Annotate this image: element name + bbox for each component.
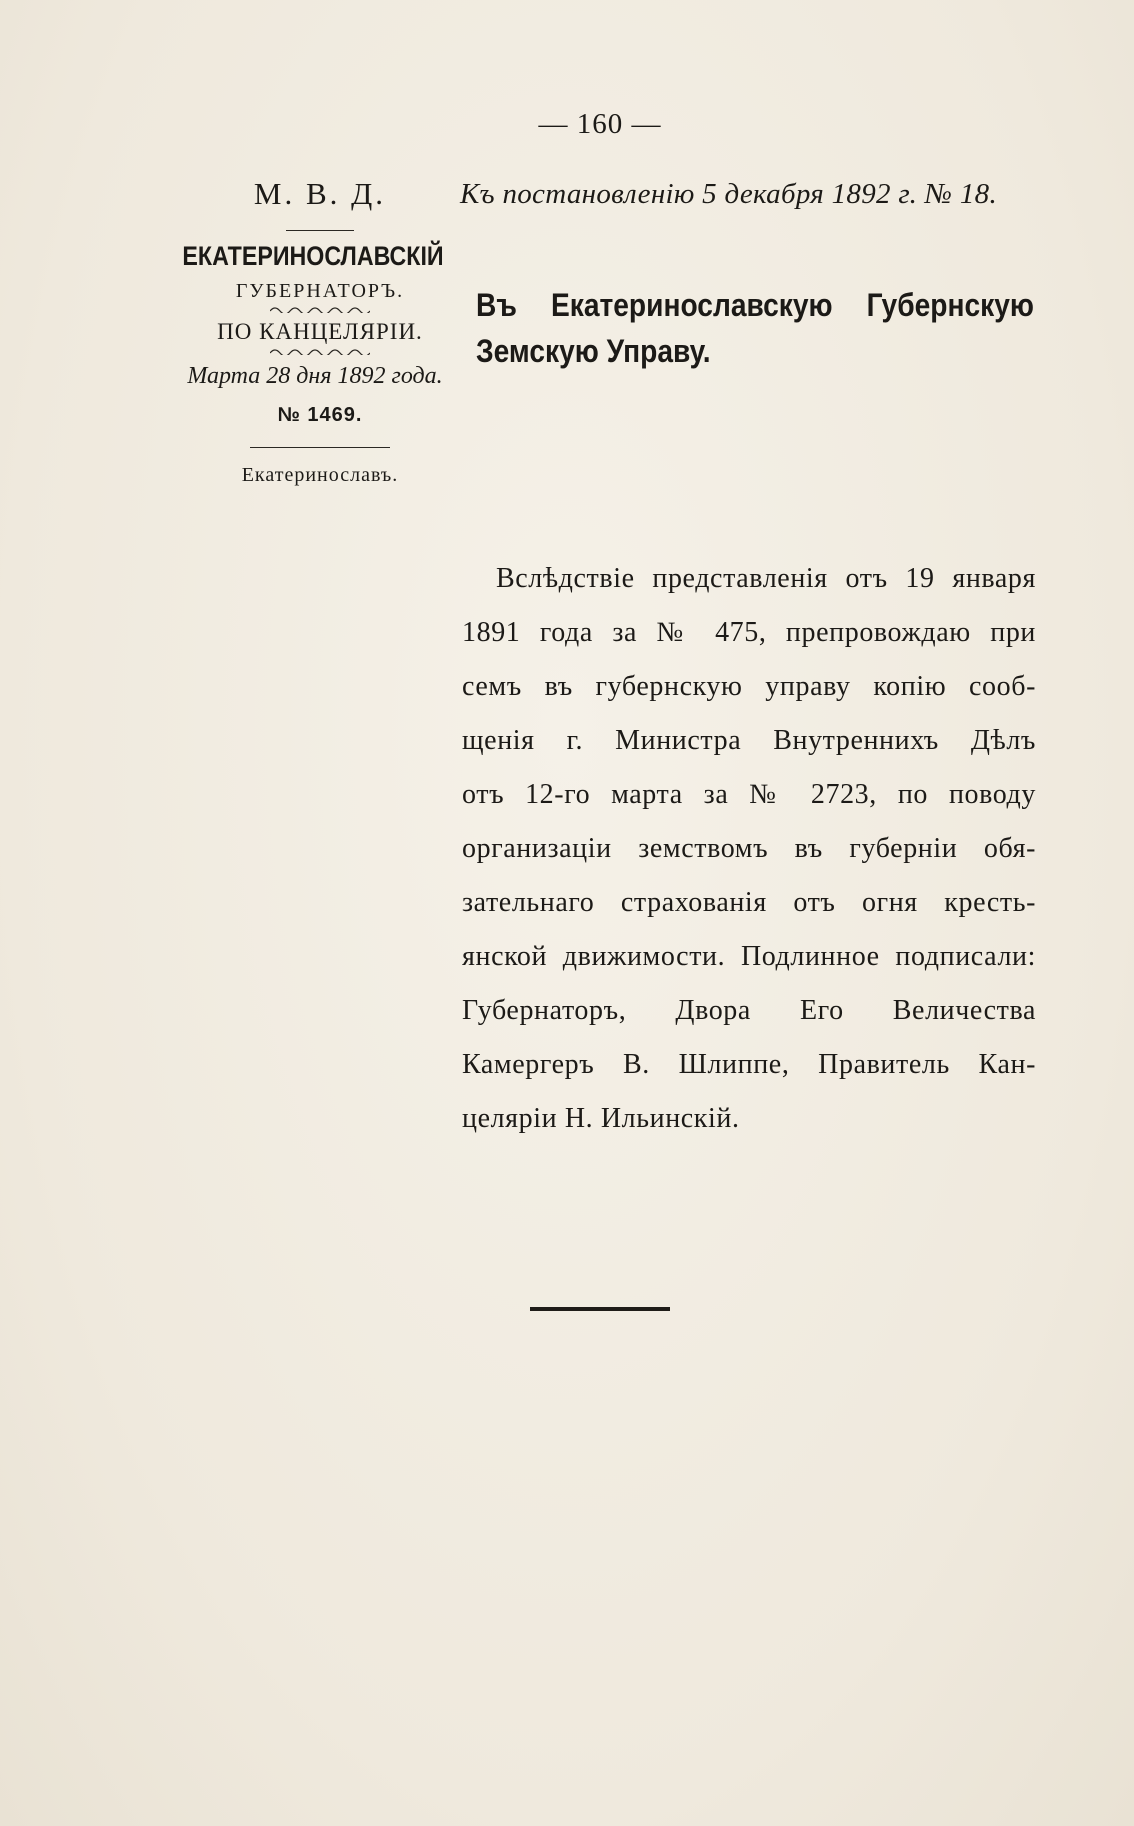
addressee: [476, 282, 1034, 374]
body-line: Камергеръ В. Шлиппе, Правитель Кан-: [462, 1049, 1036, 1080]
body-line: отъ 12-го марта за № 2723, по поводу: [462, 779, 1036, 810]
ministry-abbreviation: М. В. Д.: [253, 176, 387, 211]
body-line: зательнаго страхованія отъ огня кресть-: [462, 887, 1036, 918]
divider-short: [286, 230, 354, 231]
chancery-title: ПО КАНЦЕЛЯРІИ.: [217, 319, 423, 344]
document-number: № 1469.: [277, 404, 363, 426]
body-line: 1891 года за № 475, препровождаю при: [462, 617, 1036, 648]
office-title: ЕКАТЕРИНОСЛАВСКІЙ: [182, 241, 444, 271]
letter-body: [462, 552, 1036, 1146]
page-number: — 160 —: [538, 108, 662, 140]
body-line: янской движимости. Подлинное подписали:: [462, 941, 1036, 972]
body-line: организаціи земствомъ въ губерніи обя-: [462, 833, 1036, 864]
divider-long: [250, 447, 390, 448]
ornament-wave-icon: [270, 305, 370, 313]
addressee-line: Въ Екатеринославскую Губернскую: [476, 287, 1034, 323]
end-rule: [530, 1307, 670, 1311]
body-line: Губернаторъ, Двора Его Величества: [462, 995, 1036, 1026]
ornament-wave-icon: [270, 347, 370, 355]
governor-title: ГУБЕРНАТОРЪ.: [235, 280, 405, 302]
reference-line: Къ постановленію 5 декабря 1892 г. № 18.: [460, 178, 998, 210]
document-city: Екатеринославъ.: [241, 464, 399, 486]
body-line: Вслѣдствіе представленія отъ 19 января: [496, 563, 1036, 594]
body-line: семъ въ губернскую управу копію сооб-: [462, 671, 1036, 702]
body-line: щенія г. Министра Внутреннихъ Дѣлъ: [462, 725, 1036, 756]
body-line: целяріи Н. Ильинскій.: [462, 1103, 740, 1134]
letterhead: [170, 176, 470, 487]
document-date: Марта 28 дня 1892 года.: [187, 363, 443, 389]
addressee-line: Земскую Управу.: [476, 333, 711, 369]
